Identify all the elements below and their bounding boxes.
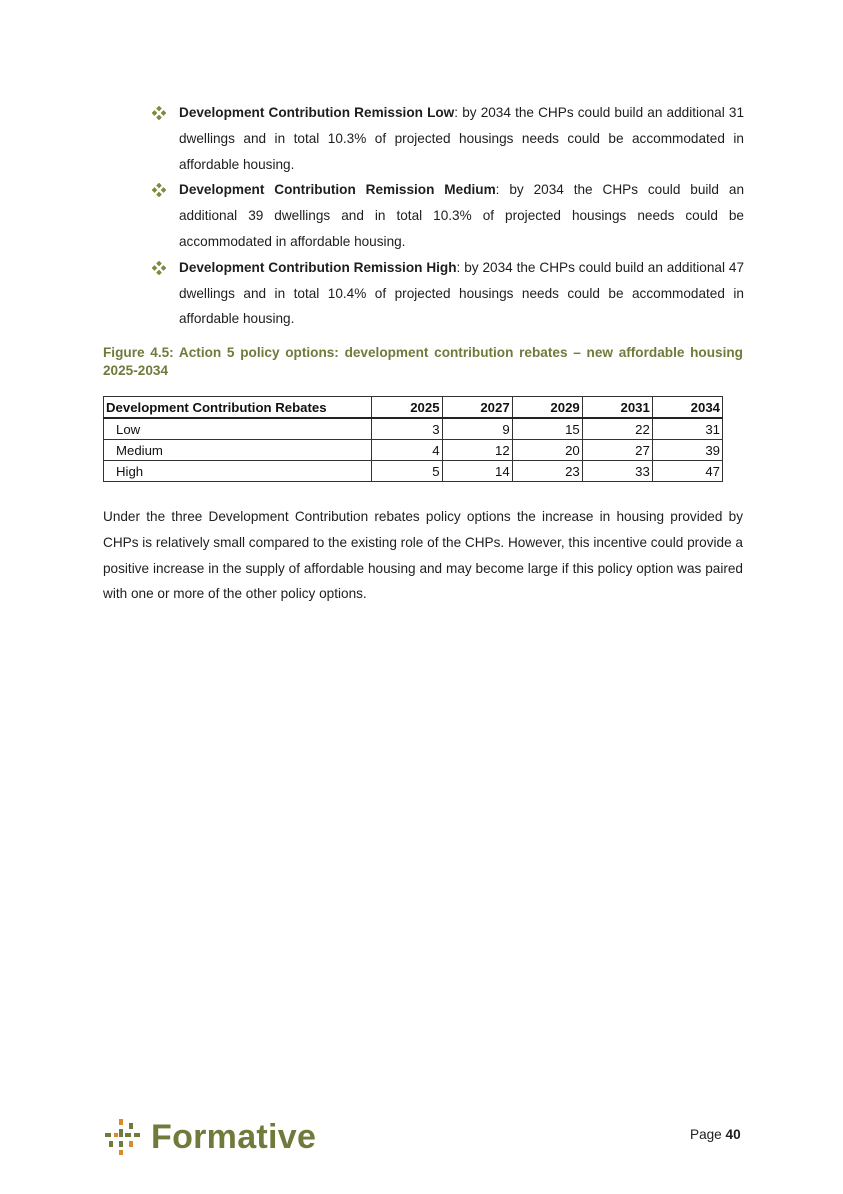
four-diamond-bullet-icon	[152, 106, 166, 120]
figure-caption: Figure 4.5: Action 5 policy options: development contribution rebates – new affordable housing 2025-2034	[103, 345, 743, 378]
bullet-text: : by 2034 the CHPs could build an additional 39 dwellings and in total 10.3% of projected housings needs could be accommodated in affordable housing.	[179, 182, 745, 249]
table-cell: 3	[372, 418, 442, 440]
table-header-cell: Development Contribution Rebates	[104, 397, 372, 419]
logo-text: Formative	[151, 1117, 317, 1156]
formative-logo	[103, 1114, 316, 1160]
table-cell: 14	[442, 461, 512, 482]
page-number-value: 40	[725, 1127, 741, 1142]
table-cell: 47	[652, 461, 722, 482]
four-diamond-bullet-icon	[152, 183, 166, 197]
table-row	[104, 461, 723, 482]
row-label: Low	[104, 418, 372, 440]
table-cell: 22	[582, 418, 652, 440]
bullet-heading: Development Contribution Remission Medium	[179, 182, 496, 198]
table-cell: 15	[512, 418, 582, 440]
table-header-cell: 2025	[372, 397, 442, 419]
table-row	[104, 440, 723, 461]
formative-logo-mark-icon	[103, 1117, 143, 1157]
development-contribution-table	[103, 396, 723, 482]
bullet-text: : by 2034 the CHPs could build an additional 47 dwellings and in total 10.4% of projected housings needs could be accommodated in affordable housing.	[179, 259, 745, 327]
table-header-cell: 2034	[652, 397, 722, 419]
body-paragraph: Under the three Development Contribution rebates policy options the increase in housing provided by CHPs is relatively small compared to the existing role of the CHPs. However, this incentive could provide a positive increase in the supply of affordable housing and may become large if this policy option was paired with one or more of the other policy options.	[103, 509, 743, 602]
table-header-cell: 2031	[582, 397, 652, 419]
bullet-item-medium	[152, 177, 744, 254]
table-cell: 31	[652, 418, 722, 440]
table-row	[104, 418, 723, 440]
bullet-heading: Development Contribution Remission High	[179, 259, 457, 275]
table-header-cell: 2027	[442, 397, 512, 419]
page-label: Page	[690, 1127, 722, 1142]
table-cell: 39	[652, 440, 722, 461]
table-cell: 33	[582, 461, 652, 482]
bullet-heading: Development Contribution Remission Low	[179, 105, 455, 120]
table-cell: 4	[372, 440, 442, 461]
table-cell: 20	[512, 440, 582, 461]
page-number	[690, 1127, 741, 1142]
table-cell: 23	[512, 461, 582, 482]
table-cell: 9	[442, 418, 512, 440]
table-header-cell: 2029	[512, 397, 582, 419]
bullet-item-low	[152, 100, 744, 177]
row-label: High	[104, 461, 372, 482]
four-diamond-bullet-icon	[152, 261, 166, 275]
row-label: Medium	[104, 440, 372, 461]
table-cell: 5	[372, 461, 442, 482]
bullet-list	[152, 100, 744, 332]
table-cell: 12	[442, 440, 512, 461]
table-cell: 27	[582, 440, 652, 461]
bullet-text: : by 2034 the CHPs could build an additional 31 dwellings and in total 10.3% of projected housings needs could be accommodated in affordable housing.	[179, 105, 744, 172]
table-header-row	[104, 397, 723, 419]
bullet-item-high	[152, 255, 744, 332]
